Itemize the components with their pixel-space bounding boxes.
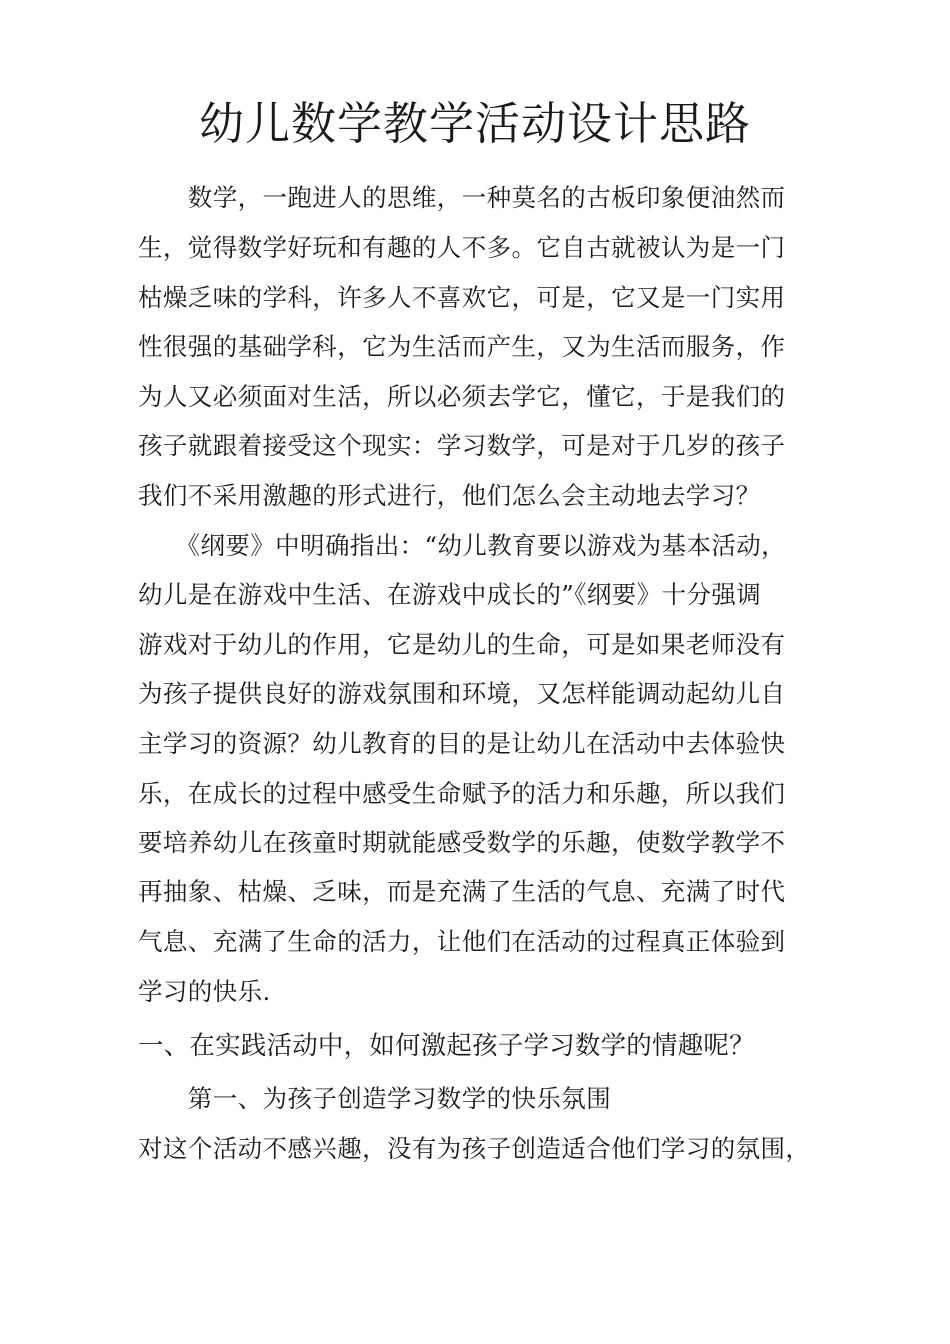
section-heading: 一、在实践活动中，如何激起孩子学习数学的情趣呢？ (138, 1031, 755, 1061)
paragraph-line: 枯燥乏味的学科，许多人不喜欢它，可是，它又是一门实用 (138, 283, 786, 312)
paragraph-line: 孩子就跟着接受这个现实：学习数学，可是对于几岁的孩子 (138, 431, 786, 460)
subheading: 第一、为孩子创造学习数学的快乐氛围 (138, 1084, 612, 1113)
document-title: 幼儿数学教学活动设计思路 (198, 97, 751, 150)
paragraph-line: 游戏对于幼儿的作用，它是幼儿的生命，可是如果老师没有 (138, 630, 786, 659)
paragraph-line: 幼儿是在游戏中生活、在游戏中成长的”《纲要》十分强调 (138, 580, 762, 609)
paragraph-line: 要培养幼儿在孩童时期就能感受数学的乐趣，使数学教学不 (138, 828, 786, 857)
paragraph-line: 我们不采用激趣的形式进行，他们怎么会主动地去学习？ (138, 481, 761, 510)
paragraph-line: 乐，在成长的过程中感受生命赋予的活力和乐趣，所以我们 (138, 779, 786, 808)
paragraph-line: 对这个活动不感兴趣，没有为孩子创造适合他们学习的氛围， (138, 1134, 811, 1163)
paragraph-line: 生，觉得数学好玩和有趣的人不多。它自古就被认为是一门 (138, 233, 786, 262)
paragraph-line: 学习的快乐. (138, 977, 271, 1006)
paragraph-line: 再抽象、枯燥、乏味，而是充满了生活的气息、充满了时代 (138, 877, 786, 906)
paragraph-line: 主学习的资源？幼儿教育的目的是让幼儿在活动中去体验快 (138, 729, 786, 758)
paragraph-line: 《纲要》中明确指出：“幼儿教育要以游戏为基本活动， (138, 531, 787, 560)
paragraph-line: 为人又必须面对生活，所以必须去学它，懂它，于是我们的 (138, 382, 786, 411)
paragraph-line: 为孩子提供良好的游戏氛围和环境，又怎样能调动起幼儿自 (138, 679, 786, 708)
paragraph-line: 气息、充满了生命的活力，让他们在活动的过程真正体验到 (138, 927, 786, 956)
paragraph-line: 性很强的基础学科，它为生活而产生，又为生活而服务，作 (138, 332, 786, 361)
paragraph-line: 数学，一跑进人的思维，一种莫名的古板印象便油然而 (138, 183, 786, 212)
